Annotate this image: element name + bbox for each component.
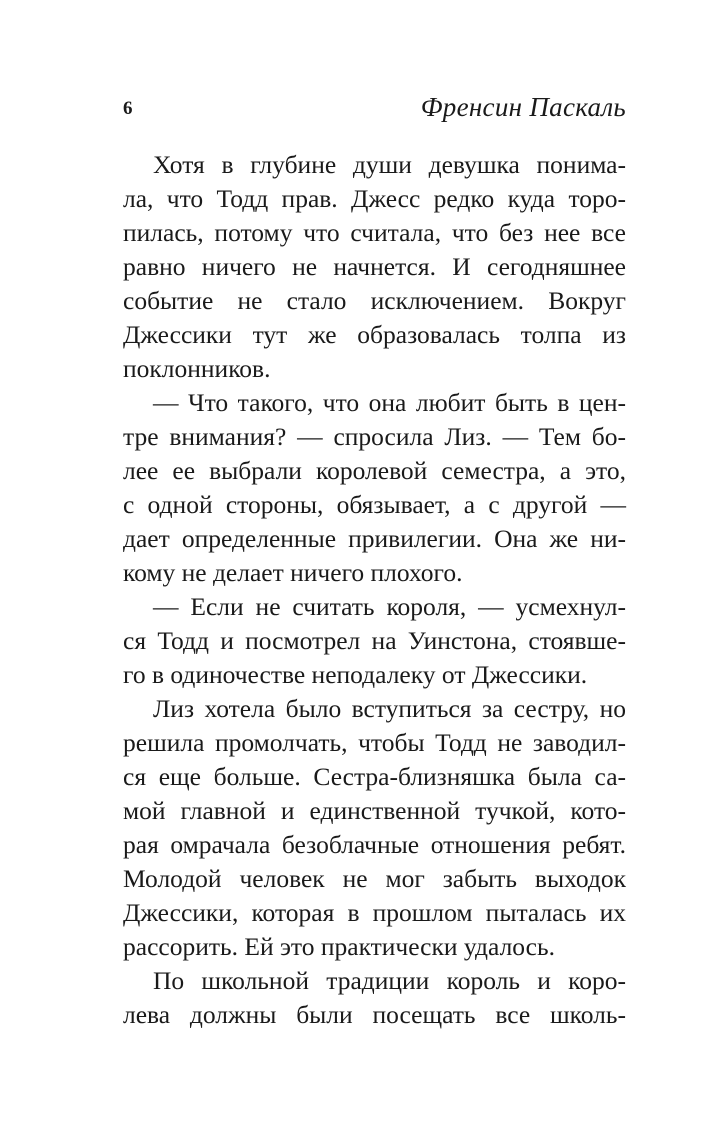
text-line: го в одиночестве неподалеку от Джессики. [123, 660, 588, 689]
text-line: Хотя в глубине души девушка понима- [153, 150, 626, 179]
text-line: лева должны были посещать все школь- [123, 1000, 626, 1029]
text-line: событие не стало исключением. Вокруг [123, 286, 626, 315]
text-line: равно ничего не начнется. И сегодняшнее [123, 252, 626, 281]
paragraph-3 [123, 590, 626, 692]
text-line: поклонников. [123, 354, 271, 383]
text-line: По школьной традиции король и коро- [153, 966, 626, 995]
text-line: рассорить. Ей это практически удалось. [123, 932, 556, 961]
text-line: Молодой человек не мог забыть выходок [123, 864, 626, 893]
text-line: — Что такого, что она любит быть в цен- [153, 388, 626, 417]
text-line: мой главной и единственной тучкой, кото- [123, 796, 626, 825]
paragraph-2 [123, 386, 626, 590]
text-line: пилась, потому что считала, что без нее все [123, 218, 626, 247]
text-line: Лиз хотела было вступиться за сестру, но [153, 694, 626, 723]
body-text [123, 148, 626, 1032]
text-line: рая омрачала безоблачные отношения ребят. [123, 830, 626, 859]
text-line: решила промолчать, чтобы Тодд не заводил- [123, 728, 626, 757]
running-head-author: Френсин Паскаль [420, 92, 626, 122]
text-line: ла, что Тодд прав. Джесс редко куда торо- [123, 184, 626, 213]
text-line: лее ее выбрали королевой семестра, а это, [123, 456, 626, 485]
text-line: с одной стороны, обязывает, а с другой — [123, 490, 626, 519]
text-line: ся еще больше. Сестра-близняшка была са- [123, 762, 626, 791]
text-line: — Если не считать короля, — усмехнул- [153, 592, 626, 621]
text-line: дает определенные привилегии. Она же ни- [123, 524, 626, 553]
paragraph-4 [123, 692, 626, 964]
text-line: тре внимания? — спросила Лиз. — Тем бо- [123, 422, 626, 451]
paragraph-5 [123, 964, 626, 1032]
paragraph-1 [123, 148, 626, 386]
page-number: 6 [123, 98, 133, 119]
page-header [123, 92, 626, 124]
text-line: кому не делает ничего плохого. [123, 558, 463, 587]
text-line: Джессики, которая в прошлом пыталась их [123, 898, 626, 927]
text-line: Джессики тут же образовалась толпа из [123, 320, 626, 349]
text-line: ся Тодд и посмотрел на Уинстона, стоявше- [123, 626, 626, 655]
